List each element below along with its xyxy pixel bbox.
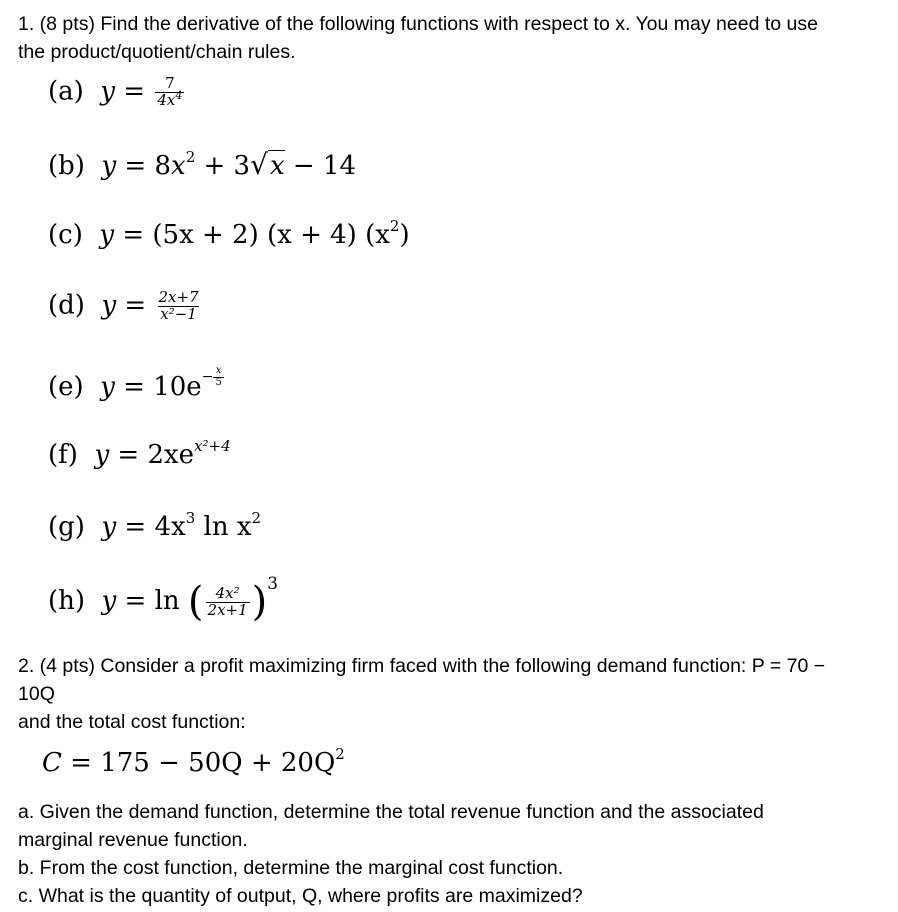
question-2-header-line1: 2. (4 pts) Consider a profit maximizing firm faced with the following demand function: P = 70 − — [18, 655, 826, 677]
fraction: $\frac{\text{4x²}}{2x+1}$ — [207, 583, 248, 619]
item-d: (d) y = $\frac{2x+7}{\text{x²−1}}$ — [48, 288, 199, 323]
question-1-header-line2: the product/quotient/chain rules. — [18, 41, 296, 63]
item-label: (c) — [48, 220, 83, 250]
item-b: (b) $y = 8x^2 + 3√x - 14$ — [48, 148, 357, 181]
item-label: (b) — [48, 151, 85, 181]
part-c: c. What is the quantity of output, Q, where profits are maximized? — [18, 885, 583, 907]
item-label: (f) — [48, 440, 78, 470]
item-label: (a) — [48, 76, 84, 107]
part-a-line1: a. Given the demand function, determine the total revenue function and the associated — [18, 801, 764, 823]
item-h: (h) y = ln ( $\frac{\text{4x²}}{2x+1}$ )$^3$ — [48, 574, 279, 625]
question-2-header — [18, 652, 825, 736]
item-c: (c) y = (5x + 2) (x + 4) $(x^2)$ — [48, 217, 410, 250]
square-root: √x — [250, 148, 285, 181]
part-b: b. From the cost function, determine the marginal cost function. — [18, 857, 564, 879]
item-a: (a) y = $\frac{7}{4x^4}$ — [48, 74, 183, 109]
item-label: (e) — [48, 372, 84, 402]
item-label: (g) — [48, 512, 85, 542]
part-a-line2: marginal revenue function. — [18, 829, 248, 851]
question-2-header-line3: and the total cost function: — [18, 711, 246, 733]
question-2-header-line2: 10Q — [18, 683, 55, 705]
question-2-parts — [18, 798, 764, 910]
fraction: $\frac{2x+7}{\text{x²−1}}$ — [158, 288, 199, 323]
item-g: (g) $y = 4x^3$ $\ln x^2$ — [48, 509, 262, 542]
var-y: y — [92, 76, 116, 107]
item-e: (e) $y = 10e^{- \frac{x}{5}}$ — [48, 365, 222, 402]
question-1-header — [18, 10, 818, 66]
item-f: (f) $y = 2xe^{x^2+4}$ — [48, 437, 231, 470]
question-1-header-line1: 1. (8 pts) Find the derivative of the following functions with respect to x. You may need to use — [18, 13, 818, 35]
fraction: $\frac{7}{4x^4}$ — [157, 74, 183, 109]
item-label: (d) — [48, 290, 85, 321]
item-label: (h) — [48, 586, 86, 616]
cost-equation: $C = 175 - 50Q + 20Q^2$ — [42, 745, 345, 778]
